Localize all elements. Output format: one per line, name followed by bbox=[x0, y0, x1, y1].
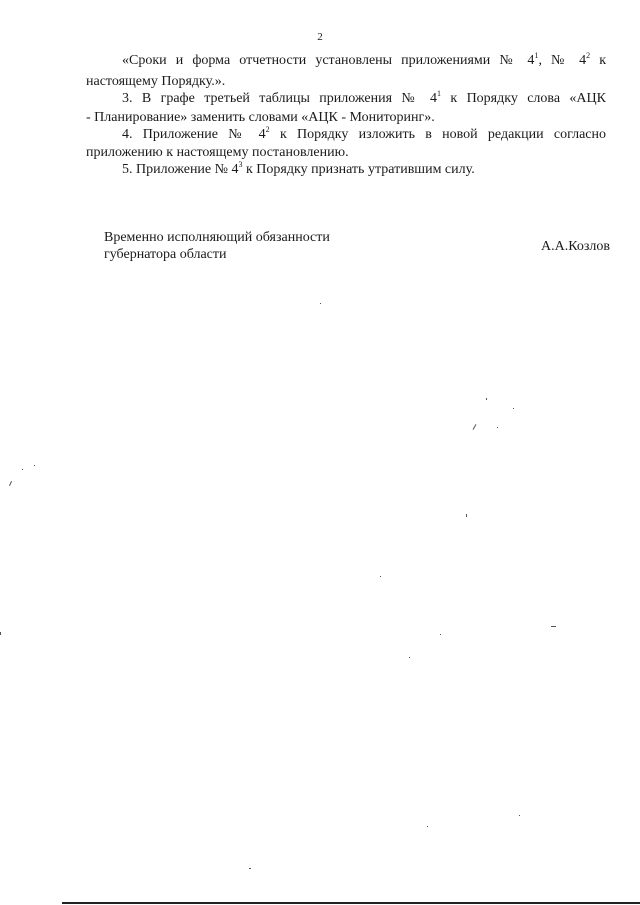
page-number: 2 bbox=[317, 31, 323, 43]
scan-speck bbox=[22, 469, 23, 470]
scan-speck bbox=[409, 657, 410, 658]
signature-name: А.А.Козлов bbox=[541, 239, 610, 254]
superscript: 1 bbox=[437, 89, 442, 98]
scan-speck bbox=[473, 424, 477, 430]
text-line-2: настоящему Порядку.». bbox=[86, 74, 226, 89]
scan-speck bbox=[427, 826, 428, 827]
text-fragment: «Сроки и форма отчетности установлены приложениями № 4 bbox=[122, 53, 535, 68]
text-line-1 bbox=[122, 52, 606, 70]
signature-role-line-1: Временно исполняющий обязанности bbox=[104, 230, 330, 245]
scan-speck bbox=[0, 632, 1, 635]
scan-speck bbox=[380, 576, 381, 577]
superscript: 3 bbox=[238, 160, 243, 169]
text-fragment: к Порядку признать утратившим силу. bbox=[242, 162, 475, 177]
scan-speck bbox=[440, 634, 441, 635]
text-line-3 bbox=[122, 90, 606, 108]
text-line-4: - Планирование» заменить словами «АЦК - Мониторинг». bbox=[86, 110, 435, 125]
superscript: 1 bbox=[534, 51, 539, 60]
scan-speck bbox=[466, 514, 467, 517]
scan-speck bbox=[34, 465, 35, 466]
text-line-5 bbox=[122, 126, 606, 144]
signature-role-line-2: губернатора области bbox=[104, 247, 227, 262]
scan-speck bbox=[249, 868, 251, 869]
scan-speck bbox=[9, 481, 12, 486]
scan-speck bbox=[497, 427, 498, 428]
text-fragment: 3. В графе третьей таблицы приложения № 4 bbox=[122, 91, 438, 106]
scan-speck bbox=[320, 303, 321, 304]
text-line-6: приложению к настоящему постановлению. bbox=[86, 145, 349, 160]
scan-bottom-edge bbox=[62, 902, 640, 904]
text-line-7 bbox=[122, 161, 606, 179]
text-fragment: к Порядку изложить в новой редакции согласно bbox=[269, 127, 607, 142]
text-fragment: 4. Приложение № 4 bbox=[122, 127, 266, 142]
text-fragment: к Порядку слова «АЦК bbox=[441, 91, 606, 106]
scan-speck bbox=[519, 815, 520, 816]
text-fragment: , № 4 bbox=[538, 53, 587, 68]
scan-speck bbox=[486, 398, 487, 400]
text-fragment: 5. Приложение № 4 bbox=[122, 162, 239, 177]
superscript: 2 bbox=[586, 51, 591, 60]
text-fragment: к bbox=[590, 53, 607, 68]
scan-speck bbox=[551, 626, 556, 627]
scan-speck bbox=[513, 408, 514, 409]
superscript: 2 bbox=[265, 125, 270, 134]
